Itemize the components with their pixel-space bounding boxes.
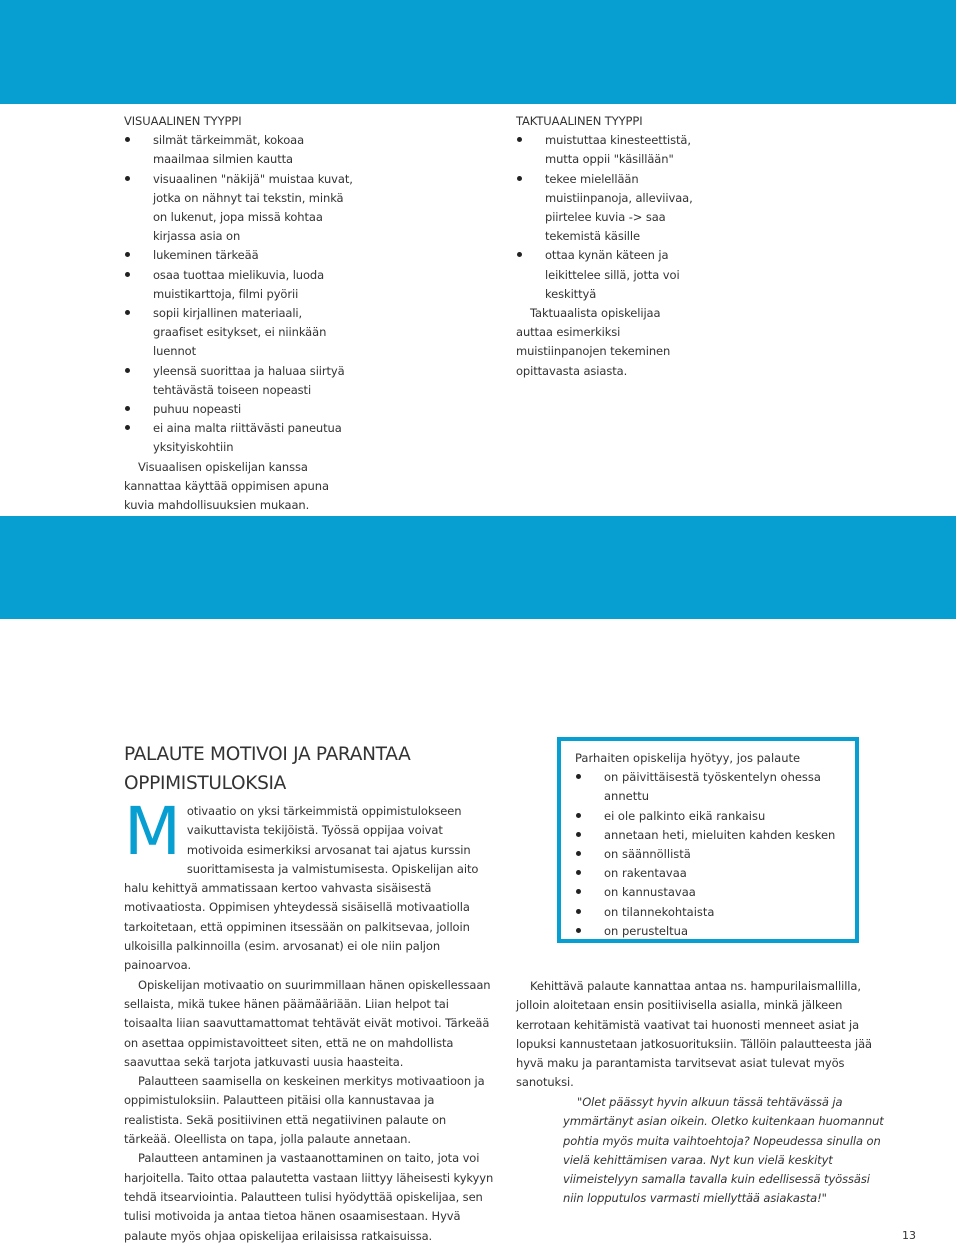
list-item: muistuttaa kinesteettistä, mutta oppii "käsillään" — [516, 131, 696, 169]
visual-type-summary: Visuaalisen opiskelijan kanssa kannattaa käyttää oppimisen apuna kuvia mahdollisuuksien mukaan. — [124, 459, 329, 513]
list-item: silmät tärkeimmät, kokoaa maailmaa silmien kautta — [124, 131, 354, 169]
list-item: osaa tuottaa mielikuvia, luoda muistikarttoja, filmi pyörii — [124, 266, 354, 304]
example-quote-text: "Olet päässyt hyvin alkuun tässä tehtävässä ja ymmärtänyt asian oikein. Oletko kuitenkaan huomannut pohtia myös muita vaihtoehtoja? Nopeudessa sinulla on vielä kehittämisen varaa. Nyt kun vielä keskityt viimeistelyyn samalla tavalla kuin edellisessä työssäsi niin lopputulos varmasti miellyttää asiakasta!" — [563, 1095, 884, 1206]
visual-type-section — [124, 112, 354, 515]
list-item: ei ole palkinto eikä rankaisu — [575, 807, 855, 826]
list-item: visuaalinen "näkijä" muistaa kuvat, jotka on nähnyt tai tekstin, minkä on lukenut, jopa missä kohtaa kirjassa asia on — [124, 170, 354, 247]
feedback-paragraph-2: Opiskelijan motivaatio on suurimmillaan hänen opiskellessaan sellaista, mikä tukee hänen päämääriään. Liian helpot tai toisaalta liian saavuttamattomat tehtävät eivät motivoi. Tärkeää on asettaa oppimistavoitteet siten, että ne on mahdollista saavuttaa sekä tarjota jatkuvasti uusia haasteita. — [124, 977, 491, 1069]
list-item: on päivittäisestä työskentelyn ohessa annettu — [575, 768, 855, 806]
feedback-criteria-box — [557, 737, 859, 943]
visual-type-list — [124, 131, 354, 457]
list-item: on rakentavaa — [575, 864, 855, 883]
top-color-band — [0, 0, 956, 104]
list-item: lukeminen tärkeää — [124, 246, 354, 265]
list-item: annetaan heti, mieluiten kahden kesken — [575, 826, 855, 845]
feedback-body — [124, 793, 496, 1246]
page-number: 13 — [902, 1229, 916, 1242]
burger-model-paragraph — [516, 977, 872, 1093]
visual-type-title: VISUAALINEN TYYPPI — [124, 114, 242, 128]
list-item: sopii kirjallinen materiaali, graafiset esitykset, ei niinkään luennot — [124, 304, 354, 362]
list-item: on säännöllistä — [575, 845, 855, 864]
example-quote — [563, 1093, 885, 1209]
feedback-title: PALAUTE MOTIVOI JA PARANTAA OPPIMISTULOKSIA — [124, 744, 411, 794]
list-item: ei aina malta riittävästi paneutua yksityiskohtiin — [124, 419, 354, 457]
tactile-type-section — [516, 112, 696, 381]
tactile-type-list — [516, 131, 696, 304]
box-intro: Parhaiten opiskelija hyötyy, jos palaute — [575, 751, 801, 765]
list-item: ottaa kynän käteen ja leikittelee sillä, jotta voi keskittyä — [516, 246, 696, 304]
feedback-paragraph-3: Palautteen saamisella on keskeinen merkitys motivaatioon ja oppimistuloksiin. Palautteen pitäisi olla kannustavaa ja realistista. Sekä positiivinen että negatiivinen palaute on tärkeää. Oleellista on tapa, jolla palaute annetaan. — [124, 1074, 485, 1147]
list-item: tekee mielellään muistiinpanoja, alleviivaa, piirtelee kuvia -> saa tekemistä käsille — [516, 170, 696, 247]
tactile-type-title: TAKTUAALINEN TYYPPI — [516, 114, 643, 128]
burger-model-text: Kehittävä palaute kannattaa antaa ns. hampurilaismallilla, jolloin aloitetaan ensin positiivisella asialla, minkä jälkeen kerrotaan kehitämistä vaativat tai huonosti menneet asiat ja lopuksi kannustetaan jatkosuorituksiin. Tällöin palautteesta jää hyvä maku ja parantamista tarvitsevat asiat tulevat myös sanotuksi. — [516, 979, 872, 1090]
drop-cap: M — [124, 793, 181, 870]
list-item: puhuu nopeasti — [124, 400, 354, 419]
tactile-type-summary: Taktuaalista opiskelijaa auttaa esimerkiksi muistiinpanojen tekeminen opittavasta asiasta. — [516, 306, 671, 378]
list-item: on tilannekohtaista — [575, 903, 855, 922]
box-list — [575, 768, 855, 941]
list-item: yleensä suorittaa ja haluaa siirtyä tehtävästä toiseen nopeasti — [124, 362, 354, 400]
feedback-paragraph-4: Palautteen antaminen ja vastaanottaminen on taito, jota voi harjoitella. Taito ottaa palautetta vastaan liittyy läheisesti kykyyn tehdä itsearviointia. Palautteen tulisi hyödyttää opiskelijaa, sen tulisi motivoida ja antaa tietoa hänen osaamisestaan. Hyvä palaute myös ohjaa opiskelijaa erilaisissa ratkaisuissa. — [124, 1151, 494, 1243]
list-item: on perusteltua — [575, 922, 855, 941]
feedback-paragraph-1 — [124, 793, 496, 976]
middle-color-band — [0, 516, 956, 619]
feedback-paragraph-1-text: otivaatio on yksi tärkeimmistä oppimistulokseen vaikuttavista tekijöistä. Työssä oppijaa voivat motivoida esimerkiksi arvosanat tai ajatus kurssin suorittamisesta ja valmistumisesta. Opiskelijan aito halu kehittyä ammatissaan kertoo vahvasta sisäisestä motivaatiosta. Oppimisen yhteydessä sisäisellä motivaatiolla tarkoitetaan, että oppiminen itsessään on palkitsevaa, jolloin ulkoisilla palkinnoilla (esim. arvosanat) ei ole niin paljon painoarvoa. — [124, 804, 479, 973]
list-item: on kannustavaa — [575, 883, 855, 902]
